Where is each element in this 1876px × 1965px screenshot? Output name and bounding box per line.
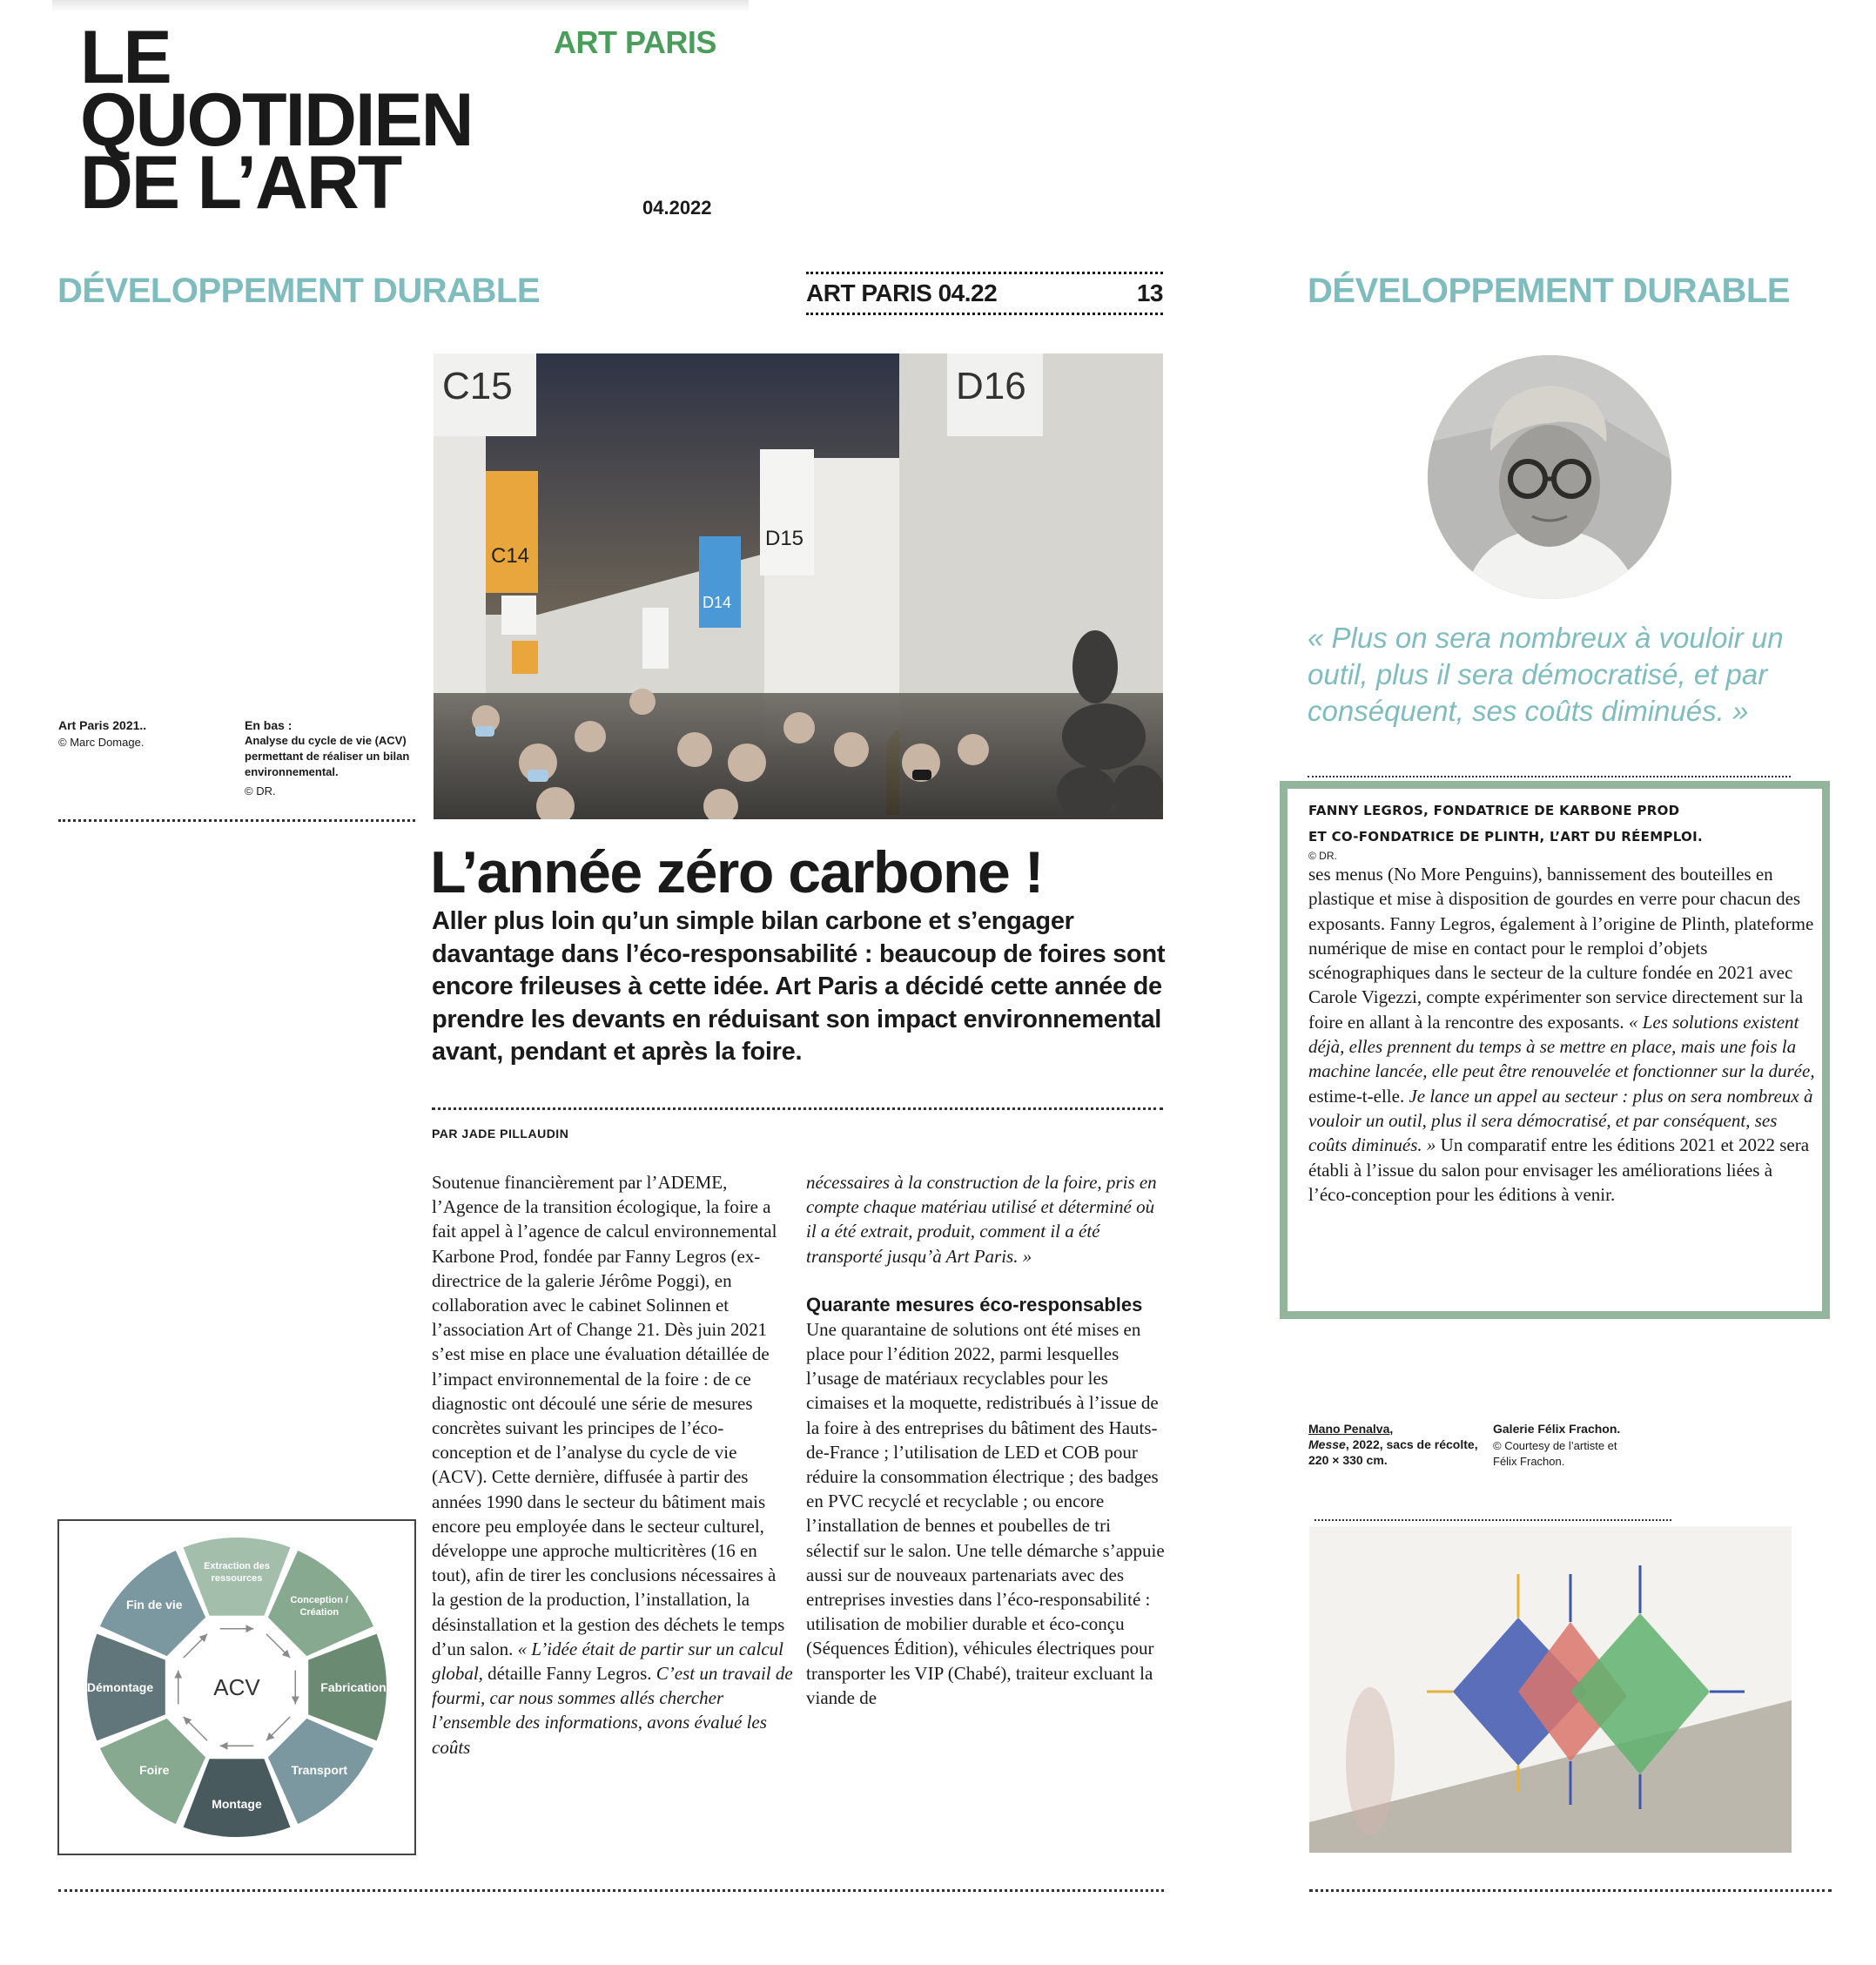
portrait-caption-line-1: FANNY LEGROS, FONDATRICE DE KARBONE PROD: [1308, 803, 1680, 818]
body-paragraph-2: Une quarantaine de solutions ont été mises en place pour l’édition 2022, parmi lesquelles l’usage de matériaux recyclables pour les cimaises et la moquette, redistribués à l’issue de la foire à des entreprises du bâtiment des Hauts-de-France ; l’utilisation de LED et COB pour réduire la consommation électrique ; des badges en PVC recyclé et recyclable ; ou encore l’installation de bennes et poubelles de tri sélectif sur le salon. Une telle démarche s’appuie aussi sur de nouveaux partenariats avec des entreprises investies dans l’éco-responsabilité : utilisation de mobilier durable et éco-conçu (Séquences Édition), véhicules électriques pour transporter les VIP (Chabé), traiteur excluant la viande de: [806, 1318, 1165, 1708]
portrait-illustration: [1428, 355, 1671, 599]
body-text: ses menus (No More Penguins), bannissement des bouteilles en plastique et mise à disposition de gourdes en verre pour chacun des exposants. Fanny Legros, également à l’origine de Plinth, plateforme numérique de mise en contact pour le remploi d’objets scénographiques dans le secteur de la culture fondée en 2021 avec Carole Vigezzi, compte expérimenter son service directement sur la foire en allant à la rencontre des exposants.: [1308, 864, 1814, 1033]
quote-continuation: [806, 1170, 1167, 1269]
fair-photo-illustration: [434, 353, 1163, 819]
diagram-caption-title: Analyse du cycle de vie (ACV) permettant de réaliser un bilan environnemental.: [245, 734, 410, 778]
acv-diagram: [57, 1519, 416, 1855]
portrait-caption-line-2: ET CO-FONDATRICE DE PLINTH, L’ART DU RÉEMPLOI.: [1308, 829, 1703, 845]
acv-segment-label: Fin de vie: [125, 1598, 183, 1612]
quote-text: « L’idée était de partir sur un calcul global,: [432, 1638, 784, 1685]
standfirst-divider: [432, 1107, 1163, 1110]
svg-text:D16: D16: [956, 365, 1026, 407]
svg-text:C15: C15: [442, 365, 513, 407]
folio-label: ART PARIS 04.22: [806, 279, 998, 306]
quote-text: « Les solutions existent déjà, elles prennent du temps à se mettre en place, mais une fois la machine lancée, elle peut être renouvelée et fonctionner sur la durée,: [1308, 1011, 1815, 1082]
issue-date: 04.2022: [642, 197, 712, 219]
masthead-line-2: QUOTIDIEN: [80, 78, 473, 162]
pull-quote: « Plus on sera nombreux à vouloir un outil, plus il sera démocratisé, et par conséquent, ses coûts diminués. »: [1308, 622, 1784, 727]
quote-text: nécessaires à la construction de la foire, pris en compte chaque matériau utilisé et déterminé où il a été extrait, produit, comment il a été transporté jusqu’à Art Paris. »: [806, 1172, 1157, 1267]
acv-segment-label: Montage: [212, 1797, 262, 1811]
svg-text:D14: D14: [703, 594, 732, 611]
masthead-line-1: LE: [80, 16, 171, 99]
sidebar-box-content: [1308, 797, 1818, 1207]
artwork-artist: Mano Penalva: [1308, 1422, 1390, 1436]
top-shadow-bar: [52, 0, 749, 12]
diagram-caption-credit: © DR.: [245, 784, 276, 797]
artwork-gallery: Galerie Félix Frachon.: [1493, 1422, 1621, 1436]
acv-wheel: [59, 1521, 414, 1854]
artwork-photo: [1309, 1526, 1792, 1853]
acv-arrow: [184, 1634, 207, 1658]
pull-quote-divider: [1308, 776, 1791, 777]
svg-text:C14: C14: [491, 544, 530, 568]
photo-caption-title: Art Paris 2021..: [58, 718, 147, 732]
quote-attribution: détaille Fanny Legros.: [482, 1663, 656, 1685]
portrait-photo: [1428, 355, 1671, 599]
body-column-1: [432, 1170, 793, 1760]
acv-segment-label: Conception / Création: [290, 1595, 349, 1618]
artwork-title: Messe: [1308, 1437, 1346, 1451]
acv-segment-label: Extraction des ressources: [204, 1561, 270, 1584]
photo-caption: [58, 717, 215, 750]
subheading: Quarante mesures éco-responsables: [806, 1293, 1143, 1316]
issue-kicker: ART PARIS: [554, 24, 716, 60]
portrait-copyright: © DR.: [1308, 850, 1337, 862]
sidebar-box: [1280, 781, 1830, 1319]
artwork-details: , 2022, sacs de récolte, 220 × 330 cm.: [1308, 1437, 1478, 1467]
caption-divider: [58, 819, 415, 822]
body-column-2: [806, 1170, 1167, 1710]
acv-arrow: [266, 1717, 290, 1740]
sidebar-paragraph: [1308, 862, 1818, 1207]
section-title-left: DÉVELOPPEMENT DURABLE: [57, 272, 540, 310]
acv-segment-label: Démontage: [86, 1680, 154, 1694]
bottom-divider-left: [58, 1889, 1164, 1892]
acv-center-label: ACV: [213, 1674, 260, 1700]
section-title-right: DÉVELOPPEMENT DURABLE: [1308, 272, 1790, 310]
acv-arrow: [266, 1634, 290, 1658]
quote-text: Je lance un appel au secteur : plus on sera nombreux à vouloir un outil, plus il sera démocratisé, et par conséquent, ses coûts diminués. »: [1308, 1085, 1813, 1156]
artwork-credit: © Courtesy de l’artiste et Félix Frachon.: [1493, 1439, 1617, 1468]
artwork-gallery-caption: [1493, 1421, 1641, 1470]
page-number: 13: [1136, 279, 1163, 306]
quote-text: C’est un travail de fourmi, car nous sommes allés chercher l’ensemble des informations, avons évalué les coûts: [432, 1663, 793, 1758]
folio: [806, 272, 1163, 315]
artwork-caption: Mano Penalva, Messe, 2022, sacs de récolte, 220 × 330 cm.: [1308, 1422, 1478, 1467]
masthead-line-3: DE L’ART: [80, 141, 401, 225]
article-headline: L’année zéro carbone !: [430, 839, 1043, 905]
photo-caption-credit: © Marc Domage.: [58, 736, 145, 749]
artwork-divider: [1315, 1519, 1671, 1521]
diagram-caption: [245, 717, 419, 799]
masthead-logo: [80, 16, 473, 225]
bottom-divider-right: [1309, 1889, 1832, 1892]
acv-arrow: [184, 1717, 207, 1740]
acv-segment-label: Foire: [139, 1762, 170, 1777]
diagram-caption-intro: En bas :: [245, 718, 292, 732]
byline: PAR JADE PILLAUDIN: [432, 1127, 569, 1141]
article-standfirst: Aller plus loin qu’un simple bilan carbone et s’engager davantage dans l’éco-responsabilité : beaucoup de foires sont encore frileuses à cette idée. Art Paris a décidé cette année de prendre les devants en réduisant son impact environnemental avant, pendant et après la foire.: [432, 907, 1166, 1066]
quote-attribution: estime-t-elle.: [1308, 1085, 1409, 1107]
body-text: Un comparatif entre les éditions 2021 et 2022 sera établi à l’issue du salon pour envisager les améliorations liées à l’éco-conception pour les éditions à venir.: [1308, 1134, 1810, 1205]
body-text: Soutenue financièrement par l’ADEME, l’Agence de la transition écologique, la foire a fait appel à l’agence de calcul environnemental Karbone Prod, fondée par Fanny Legros (ex-directrice de la galerie Jérôme Poggi), en collaboration avec le cabinet Solinnen et l’association Art of Change 21. Dès juin 2021 s’est mise en place une évaluation détaillée de l’impact environnemental de la foire : de ce diagnostic ont découlé une série de mesures concrètes suivant les principes de l’éco-conception et de l’analyse du cycle de vie (ACV). Cette dernière, diffusée à partir des années 1990 dans le secteur du bâtiment mais encore peu employée dans le secteur culturel, développe une approche multicritères (16 en tout), afin de tirer les conclusions nécessaires à la gestion de la production, l’installation, la désinstallation et la gestion des déchets le temps d’un salon.: [432, 1172, 785, 1659]
fair-photo: [434, 353, 1163, 819]
svg-text:D15: D15: [765, 527, 804, 550]
acv-segment-label: Fabrication: [320, 1680, 387, 1694]
body-paragraph-1: [432, 1170, 793, 1760]
acv-segment-label: Transport: [291, 1762, 348, 1777]
artwork-illustration: [1309, 1526, 1792, 1853]
